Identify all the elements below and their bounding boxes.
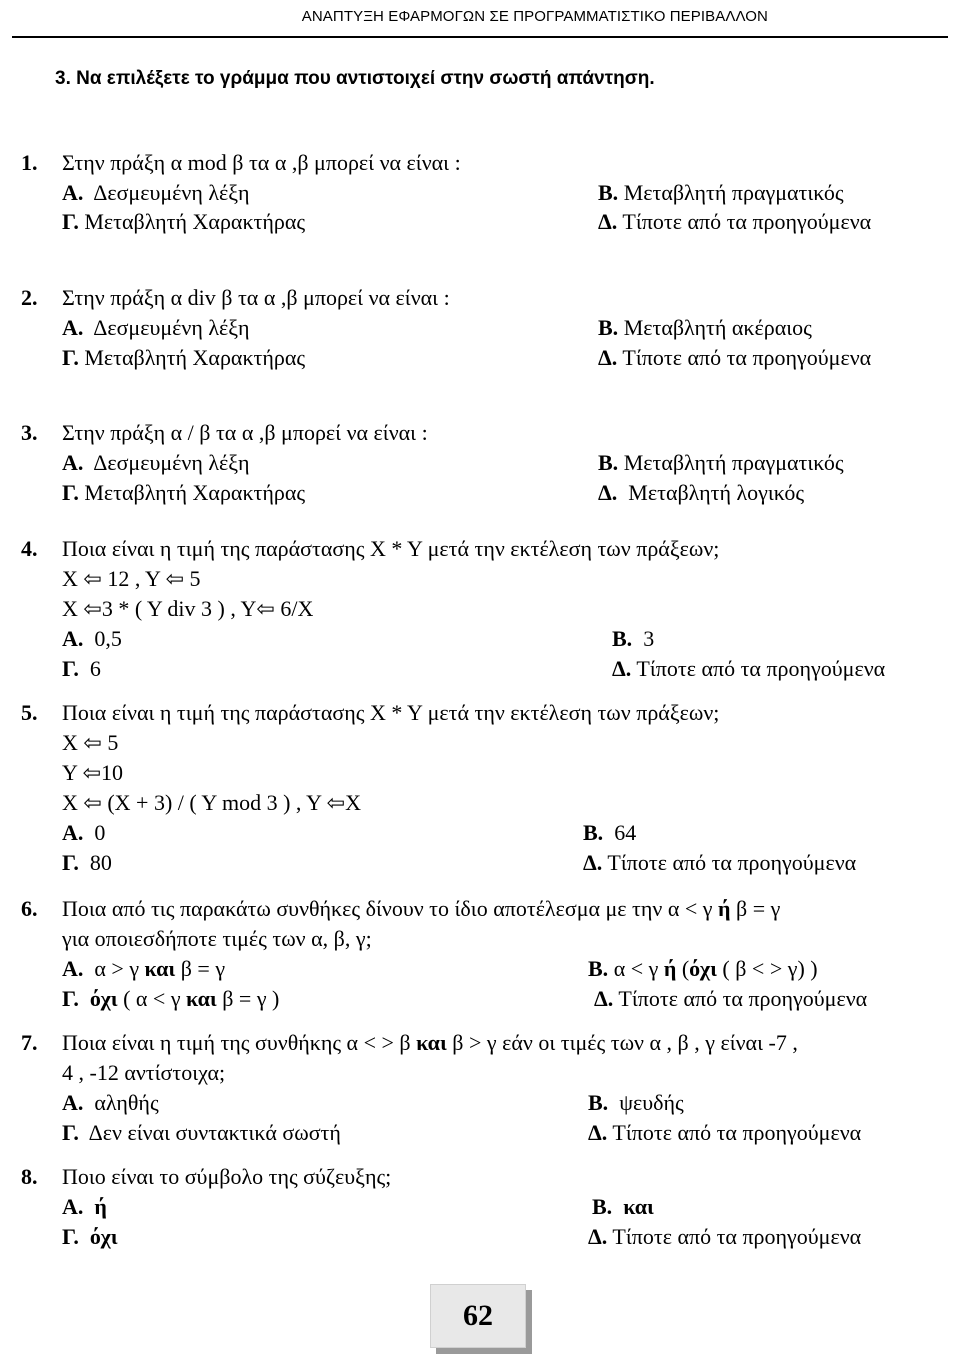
question-number: 7. [21, 1030, 38, 1055]
operator-not: όχι [89, 986, 118, 1011]
question-number: 6. [21, 896, 38, 921]
option-a [62, 1194, 107, 1220]
text-part: β = γ ) [216, 986, 280, 1011]
option-c [62, 345, 305, 371]
question-3 [21, 420, 38, 446]
code-line: Χ ⇦ (Χ + 3) / ( Υ mod 3 ) , Υ ⇦Χ [62, 790, 361, 815]
option-label: Δ. [612, 656, 632, 681]
question-number: 5. [21, 700, 38, 725]
option-label: Γ. [62, 986, 79, 1011]
question-number: 3. [21, 420, 38, 445]
option-label: Α. [62, 820, 84, 845]
option-c [62, 1224, 118, 1250]
option-d [588, 1224, 861, 1250]
text-part: β = γ [730, 896, 781, 921]
option-label: Γ. [62, 656, 79, 681]
option-label: Β. [588, 1090, 609, 1115]
option-a [62, 450, 250, 476]
option-label: Δ. [598, 480, 618, 505]
option-d [598, 345, 871, 371]
section-title: 3. Να επιλέξετε το γράμμα που αντιστοιχεί στην σωστή απάντηση. [55, 68, 655, 89]
option-text: αληθής [94, 1090, 159, 1115]
option-b [583, 820, 636, 846]
option-label: Β. [598, 315, 619, 340]
code-line: Χ ⇦ 5 [62, 730, 119, 755]
question-text-line2: 4 , -12 αντίστοιχα; [62, 1060, 226, 1085]
question-7 [21, 1030, 38, 1056]
option-d [583, 850, 856, 876]
option-a [62, 180, 250, 206]
option-text: Μεταβλητή λογικός [628, 480, 805, 505]
text-part: α > γ [94, 956, 145, 981]
option-text: Μεταβλητή πραγματικός [623, 180, 844, 205]
option-text: Τίποτε από τα προηγούμενα [636, 656, 886, 681]
question-number: 2. [21, 285, 38, 310]
option-label: Α. [62, 450, 84, 475]
question-1 [21, 150, 38, 176]
option-c [62, 1120, 341, 1146]
option-a [62, 820, 105, 846]
question-2 [21, 285, 38, 311]
header-rule [12, 36, 948, 38]
option-c [62, 656, 101, 682]
option-label: Β. [598, 180, 619, 205]
question-text: Στην πράξη α / β τα α ,β μπορεί να είναι : [62, 420, 428, 445]
question-5 [21, 700, 38, 726]
option-label: Δ. [598, 209, 618, 234]
option-a [62, 315, 250, 341]
code-line: Χ ⇦ 12 , Υ ⇦ 5 [62, 566, 201, 591]
option-text: 64 [614, 820, 637, 845]
option-text: Μεταβλητή ακέραιος [623, 315, 812, 340]
option-text: Μεταβλητή Χαρακτήρας [84, 480, 306, 505]
option-c [62, 209, 305, 235]
option-c [62, 850, 112, 876]
option-label: Γ. [62, 1120, 79, 1145]
question-text: Ποια είναι η τιμή της παράστασης Χ * Υ μετά την εκτέλεση των πράξεων; [62, 536, 720, 561]
option-label: Β. [583, 820, 604, 845]
option-label: Δ. [594, 986, 614, 1011]
option-text: Δεν είναι συντακτικά σωστή [88, 1120, 341, 1145]
option-text: Δεσμευμένη λέξη [93, 180, 250, 205]
question-text: Στην πράξη α div β τα α ,β μπορεί να είναι : [62, 285, 450, 310]
question-4 [21, 536, 38, 562]
option-label: Δ. [588, 1224, 608, 1249]
text-part: ( β < > γ) ) [716, 956, 818, 981]
option-text: ψευδής [619, 1090, 684, 1115]
option-text: 6 [89, 656, 101, 681]
text-part: β > γ εάν οι τιμές των α , β , γ είναι -7 , [446, 1030, 798, 1055]
option-text: 0,5 [94, 626, 122, 651]
text-part: α < γ [613, 956, 664, 981]
code-line: Χ ⇦3 * ( Υ div 3 ) , Υ⇦ 6/Χ [62, 596, 314, 621]
option-text: Τίποτε από τα προηγούμενα [612, 1120, 862, 1145]
option-text: ή [94, 1194, 107, 1219]
option-c [62, 986, 279, 1012]
option-label: Α. [62, 626, 84, 651]
option-text: Τίποτε από τα προηγούμενα [612, 1224, 862, 1249]
option-text: Δεσμευμένη λέξη [93, 450, 250, 475]
option-text: Μεταβλητή Χαρακτήρας [84, 209, 306, 234]
option-text: Τίποτε από τα προηγούμενα [618, 986, 868, 1011]
option-b [598, 450, 844, 476]
code-line: Υ ⇦10 [62, 760, 124, 785]
option-label: Β. [612, 626, 633, 651]
question-text-line2: για οποιεσδήποτε τιμές των α, β, γ; [62, 926, 372, 951]
option-label: Δ. [588, 1120, 608, 1145]
option-d [588, 1120, 861, 1146]
option-c [62, 480, 305, 506]
option-label: Δ. [598, 345, 618, 370]
option-label: Γ. [62, 1224, 79, 1249]
operator-not: όχι [689, 956, 717, 981]
option-text: και [623, 1194, 654, 1219]
option-b [598, 180, 844, 206]
option-d [598, 480, 804, 506]
operator-or: ή [718, 896, 731, 921]
question-text [62, 896, 780, 922]
text-part: Ποια είναι η τιμή της συνθήκης α < > β [62, 1030, 417, 1055]
page-number-box [430, 1284, 526, 1348]
option-d [612, 656, 885, 682]
question-number: 4. [21, 536, 38, 561]
option-label: Α. [62, 956, 84, 981]
question-number: 1. [21, 150, 38, 175]
option-text: Δεσμευμένη λέξη [93, 315, 250, 340]
option-text: Μεταβλητή πραγματικός [623, 450, 844, 475]
option-a [62, 626, 122, 652]
operator-and: και [144, 956, 176, 981]
option-d [594, 986, 867, 1012]
option-a [62, 1090, 159, 1116]
text-part: ( [676, 956, 690, 981]
option-text: Μεταβλητή Χαρακτήρας [84, 345, 306, 370]
operator-or: ή [663, 956, 677, 981]
option-label: Γ. [62, 850, 79, 875]
option-text: 0 [94, 820, 106, 845]
text-part: β = γ [175, 956, 226, 981]
operator-and: και [186, 986, 217, 1011]
question-text: Ποιο είναι το σύμβολο της σύζευξης; [62, 1164, 392, 1189]
option-b [588, 956, 818, 982]
option-label: Α. [62, 1194, 84, 1219]
option-label: Α. [62, 315, 84, 340]
page-number: 62 [463, 1299, 493, 1332]
option-label: Β. [598, 450, 619, 475]
question-text: Ποια είναι η τιμή της παράστασης Χ * Υ μετά την εκτέλεση των πράξεων; [62, 700, 720, 725]
operator-and: και [416, 1030, 447, 1055]
option-b [612, 626, 654, 652]
option-a [62, 956, 225, 982]
option-label: Γ. [62, 345, 79, 370]
option-label: Β. [592, 1194, 613, 1219]
question-text [62, 1030, 798, 1056]
text-part: Ποια από τις παρακάτω συνθήκες δίνουν το ίδιο αποτέλεσμα με την α < γ [62, 896, 718, 921]
option-label: Δ. [583, 850, 603, 875]
option-b [592, 1194, 654, 1220]
option-b [588, 1090, 684, 1116]
option-d [598, 209, 871, 235]
option-text: Τίποτε από τα προηγούμενα [607, 850, 857, 875]
option-b [598, 315, 812, 341]
option-label: Β. [588, 956, 609, 981]
option-text: 80 [89, 850, 112, 875]
option-text: όχι [89, 1224, 118, 1249]
option-text: Τίποτε από τα προηγούμενα [622, 209, 872, 234]
option-label: Α. [62, 1090, 84, 1115]
option-label: Α. [62, 180, 84, 205]
question-text: Στην πράξη α mod β τα α ,β μπορεί να είναι : [62, 150, 461, 175]
running-header: ΑΝΑΠΤΥΞΗ ΕΦΑΡΜΟΓΩΝ ΣΕ ΠΡΟΓΡΑΜΜΑΤΙΣΤΙΚΟ ΠΕΡΙΒΑΛΛΟΝ [301, 8, 768, 25]
question-number: 8. [21, 1164, 38, 1189]
question-8 [21, 1164, 38, 1190]
question-6 [21, 896, 38, 922]
option-label: Γ. [62, 480, 79, 505]
option-label: Γ. [62, 209, 79, 234]
text-part: ( α < γ [117, 986, 187, 1011]
option-text: 3 [643, 626, 655, 651]
option-text: Τίποτε από τα προηγούμενα [622, 345, 872, 370]
